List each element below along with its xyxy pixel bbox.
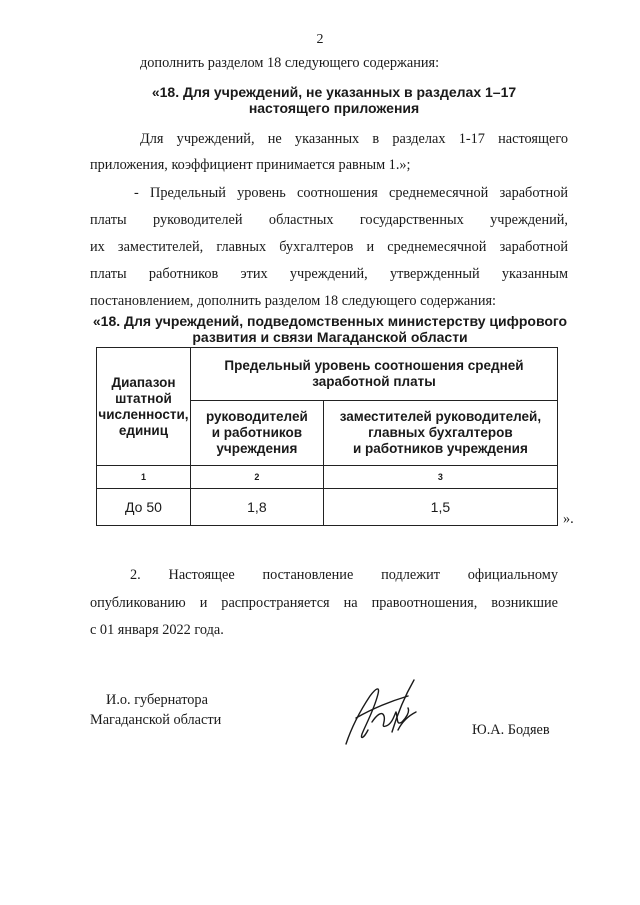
para1-line1: Для учреждений, не указанных в разделах 1-17 настоящего <box>140 131 568 147</box>
cell-deputies-ratio: 1,5 <box>323 489 557 526</box>
handwritten-signature <box>336 672 426 752</box>
section1-title-line1: «18. Для учреждений, не указанных в разделах 1–17 <box>151 84 517 100</box>
para2-line4: платы работников этих учреждений, утвержденный указанным <box>90 266 568 282</box>
signer-position-line1: И.о. губернатора <box>106 692 208 708</box>
header-group: Предельный уровень соотношения средней заработной платы <box>190 348 557 401</box>
para2-line5: постановлением, дополнить разделом 18 следующего содержания: <box>90 293 497 309</box>
cell-heads-ratio: 1,8 <box>190 489 323 526</box>
para2-line3: их заместителей, главных бухгалтеров и среднемесячной заработной <box>90 239 568 255</box>
section1-title <box>96 84 572 116</box>
section2-title-line1: «18. Для учреждений, подведомственных министерству цифрового <box>92 313 568 329</box>
intro-line: дополнить разделом 18 следующего содержания: <box>140 55 440 71</box>
signature-stroke <box>392 680 414 732</box>
header-range: Диапазон штатной численности, единиц <box>97 348 191 466</box>
signature-stroke <box>346 689 379 744</box>
column-number: 2 <box>190 466 323 489</box>
para3-line1: 2. Настоящее постановление подлежит официальному <box>130 567 558 583</box>
header-heads: руководителей и работников учреждения <box>190 401 323 466</box>
section1-title-line2: настоящего приложения <box>248 100 420 116</box>
column-number: 3 <box>323 466 557 489</box>
signer-position <box>90 690 221 730</box>
signer-position-line2: Магаданской области <box>90 712 222 728</box>
closing-quote: ». <box>563 511 574 527</box>
page-number: 2 <box>316 32 324 47</box>
header-deputies: заместителей руководителей, главных бухгалтеров и работников учреждения <box>323 401 557 466</box>
column-number: 1 <box>97 466 191 489</box>
signature-stroke <box>372 708 409 726</box>
signer-name: Ю.А. Бодяев <box>472 722 550 738</box>
cell-range: До 50 <box>97 489 191 526</box>
para2-line2: платы руководителей областных государственных учреждений, <box>90 212 568 228</box>
section2-title <box>80 313 580 345</box>
ratio-table <box>96 347 558 526</box>
para2-line1: - Предельный уровень соотношения среднемесячной заработной <box>134 185 568 201</box>
para1-line2: приложения, коэффициент принимается равным 1.»; <box>90 157 411 173</box>
para3-line3: с 01 января 2022 года. <box>90 622 224 638</box>
section2-title-line2: развития и связи Магаданской области <box>192 329 468 345</box>
para3-line2: опубликованию и распространяется на правоотношения, возникшие <box>90 595 558 611</box>
